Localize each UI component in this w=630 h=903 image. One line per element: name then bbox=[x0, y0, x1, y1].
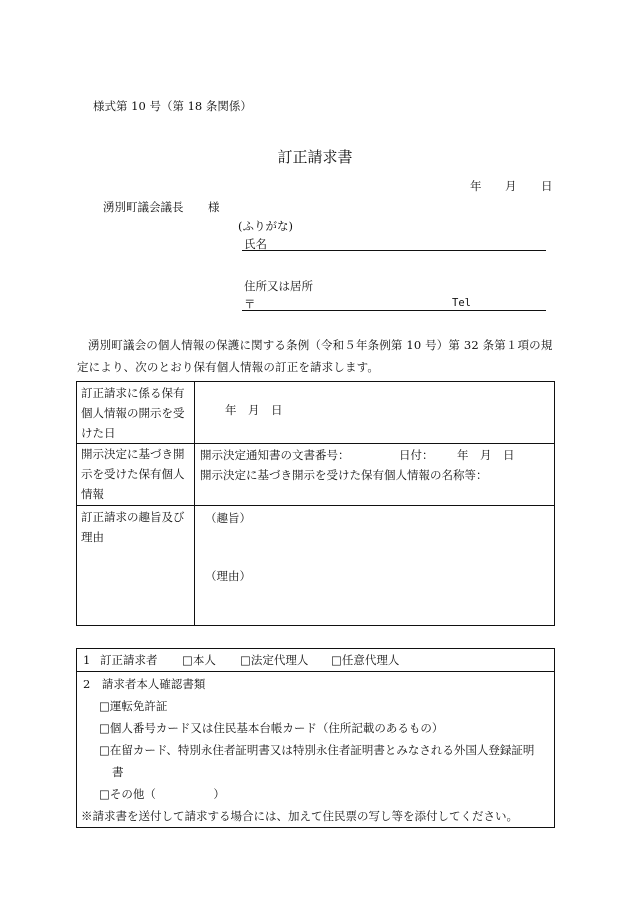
purpose-reason-value-cell[interactable] bbox=[195, 506, 555, 626]
option-self-checkbox[interactable]: □本人 bbox=[182, 653, 216, 667]
id-option-my-number-card[interactable]: □個人番号カード又は住民基本台帳カード（住所記載のあるもの） bbox=[99, 721, 444, 735]
address-label: 住所又は居所 bbox=[244, 279, 313, 293]
received-date-value-cell[interactable] bbox=[195, 382, 555, 444]
id-option-other[interactable]: □その他（ ） bbox=[99, 787, 225, 801]
received-date-value: 年 月 日 bbox=[225, 403, 283, 417]
label-line: 開示決定に基づき開 bbox=[81, 447, 185, 461]
intro-line-1: 湧別町議会の個人情報の保護に関する条例（令和５年条例第 10 号）第 32 条第１項の規 bbox=[88, 338, 553, 352]
request-details-table bbox=[76, 381, 555, 626]
table-row bbox=[77, 649, 555, 672]
postal-mark: 〒 bbox=[244, 297, 256, 311]
disclosure-date-value: 年 月 日 bbox=[457, 448, 515, 462]
purpose-reason-label-cell bbox=[77, 506, 195, 626]
disclosure-date-label: 日付： bbox=[399, 448, 434, 462]
requester-type-cell bbox=[77, 649, 555, 672]
label-line: 訂正請求に係る保有 bbox=[81, 386, 185, 400]
table-row bbox=[77, 672, 555, 828]
reason-label: （理由） bbox=[205, 569, 251, 583]
table-row bbox=[77, 506, 555, 626]
intro-line-2: 定により、次のとおり保有個人情報の訂正を請求します。 bbox=[77, 360, 379, 374]
name-label: 氏名 bbox=[244, 237, 267, 251]
id-option-residence-card[interactable]: □在留カード、特別永住者証明書又は特別永住者証明書とみなされる外国人登録証明 bbox=[99, 743, 535, 757]
identity-documents-heading: 2 請求者本人確認書類 bbox=[83, 677, 206, 691]
date-month: 月 bbox=[505, 179, 517, 193]
purpose-label: （趣旨） bbox=[205, 511, 251, 525]
document-number-label: 開示決定通知書の文書番号： bbox=[200, 448, 350, 462]
option-voluntary-agent-checkbox[interactable]: □任意代理人 bbox=[331, 653, 400, 667]
furigana-label: (ふりがな) bbox=[238, 219, 293, 233]
identity-documents-cell bbox=[77, 672, 555, 828]
label-line: 個人情報の開示を受 bbox=[81, 406, 185, 420]
option-legal-agent-checkbox[interactable]: □法定代理人 bbox=[240, 653, 309, 667]
received-date-label-cell bbox=[77, 382, 195, 444]
table-row bbox=[77, 444, 555, 506]
label-line: けた日 bbox=[81, 426, 116, 440]
id-option-drivers-license[interactable]: □運転免許証 bbox=[99, 699, 168, 713]
addressee-name: 湧別町議会議長 bbox=[103, 200, 184, 214]
label-line: 情報 bbox=[81, 487, 104, 501]
name-field[interactable] bbox=[242, 236, 546, 251]
date-year: 年 bbox=[470, 179, 482, 193]
table-row bbox=[77, 382, 555, 444]
label-line: 示を受けた保有個人 bbox=[81, 467, 185, 481]
disclosed-info-label-cell bbox=[77, 444, 195, 506]
addressee-honorific: 様 bbox=[208, 200, 220, 214]
label-line: 理由 bbox=[81, 530, 104, 544]
form-number: 様式第 10 号（第 18 条関係） bbox=[93, 99, 252, 113]
address-field[interactable] bbox=[242, 296, 546, 311]
document-title: 訂正請求書 bbox=[277, 148, 353, 166]
id-option-residence-card-continued: 書 bbox=[112, 765, 124, 779]
requester-type-label: 訂正請求者 bbox=[100, 653, 158, 667]
section-number-1: 1 bbox=[83, 653, 91, 667]
requester-info-table bbox=[76, 648, 555, 828]
label-line: 訂正請求の趣旨及び bbox=[81, 510, 185, 524]
disclosed-info-name-label: 開示決定に基づき開示を受けた保有個人情報の名称等： bbox=[200, 468, 488, 482]
disclosed-info-value-cell[interactable] bbox=[195, 444, 555, 506]
submission-note: ※請求書を送付して請求する場合には、加えて住民票の写し等を添付してください。 bbox=[81, 809, 518, 823]
tel-label: Tel bbox=[452, 297, 471, 309]
date-day: 日 bbox=[541, 179, 553, 193]
